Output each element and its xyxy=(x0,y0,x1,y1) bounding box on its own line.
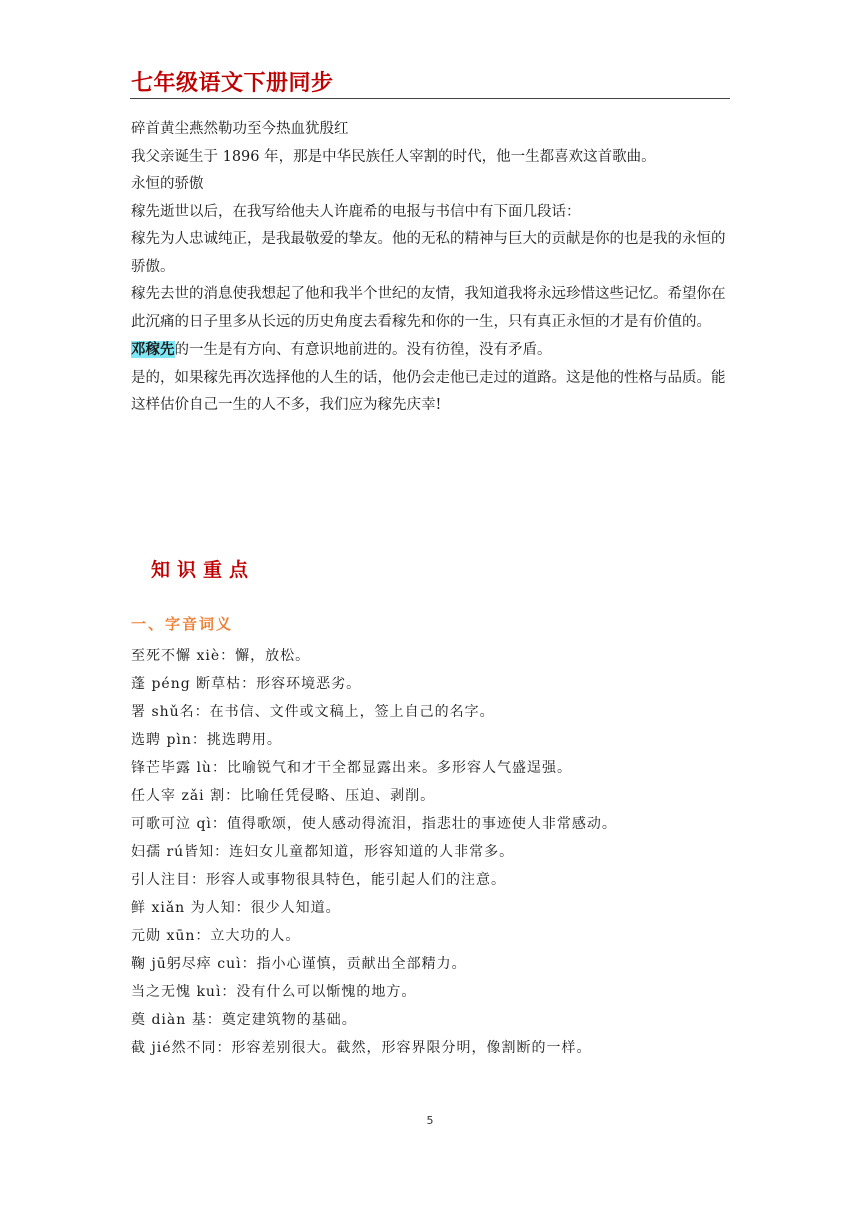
header-rule xyxy=(130,98,730,99)
vocab-item: 选聘 pìn：挑选聘用。 xyxy=(131,732,282,748)
vocab-item: 奠 diàn 基：奠定建筑物的基础。 xyxy=(131,1012,357,1028)
page-number: 5 xyxy=(426,1114,434,1127)
paragraph: 稼先去世的消息使我想起了他和我半个世纪的友情，我知道我将永远珍惜这些记忆。希望你在此沉痛的日子里多从长远的历史角度去看稼先和你的一生，只有真正永恒的才是有价值的。 xyxy=(131,286,726,330)
highlight-paragraph-rest: 的一生是有方向、有意识地前进的。没有彷徨，没有矛盾。 xyxy=(174,342,552,358)
section-heading: 知识重点 xyxy=(151,559,256,581)
vocab-list xyxy=(131,642,731,1062)
vocab-item: 锋芒毕露 lù：比喻锐气和才干全都显露出来。多形容人气盛逞强。 xyxy=(131,760,572,776)
sub-heading: 一、字音词义 xyxy=(131,615,234,633)
vocab-item: 可歌可泣 qì：值得歌颂，使人感动得流泪，指悲壮的事迹使人非常感动。 xyxy=(131,816,617,832)
body-text xyxy=(131,116,731,420)
vocab-item: 鞠 jū躬尽瘁 cuì：指小心谨慎，贡献出全部精力。 xyxy=(131,956,467,972)
paragraph: 我父亲诞生于 1896 年，那是中华民族任人宰割的时代，他一生都喜欢这首歌曲。 xyxy=(131,148,656,165)
highlighted-name: 邓稼先 xyxy=(131,341,175,358)
vocab-item: 元勋 xūn：立大功的人。 xyxy=(131,928,301,944)
vocab-item: 妇孺 rú皆知：连妇女儿童都知道，形容知道的人非常多。 xyxy=(131,844,515,860)
highlight-paragraph xyxy=(131,336,731,365)
paragraph: 稼先逝世以后，在我写给他夫人许鹿希的电报与书信中有下面几段话： xyxy=(131,203,581,220)
vocab-item: 鲜 xiǎn 为人知：很少人知道。 xyxy=(131,900,341,916)
vocab-item: 引人注目：形容人或事物很具特色，能引起人们的注意。 xyxy=(131,872,506,888)
vocab-item: 至死不懈 xiè：懈，放松。 xyxy=(131,648,311,664)
closing-paragraph: 是的，如果稼先再次选择他的人生的话，他仍会走他已走过的道路。这是他的性格与品质。能这样估价自己一生的人不多，我们应为稼先庆幸! xyxy=(131,369,726,413)
paragraph: 永恒的骄傲 xyxy=(131,176,204,192)
vocab-item: 蓬 péng 断草枯：形容环境恶劣。 xyxy=(131,676,362,692)
paragraph: 碎首黄尘燕然勒功至今热血犹殷红 xyxy=(131,121,349,137)
vocab-item: 署 shǔ名：在书信、文件或文稿上，签上自己的名字。 xyxy=(131,704,495,720)
vocab-item: 任人宰 zǎi 割：比喻任凭侵略、压迫、剥削。 xyxy=(131,788,436,804)
vocab-item: 截 jié然不同：形容差别很大。截然，形容界限分明，像割断的一样。 xyxy=(131,1040,592,1056)
vocab-item: 当之无愧 kuì：没有什么可以惭愧的地方。 xyxy=(131,984,417,1000)
header-title: 七年级语文下册同步 xyxy=(131,71,334,96)
paragraph: 稼先为人忠诚纯正，是我最敬爱的挚友。他的无私的精神与巨大的贡献是你的也是我的永恒的骄傲。 xyxy=(131,231,726,275)
